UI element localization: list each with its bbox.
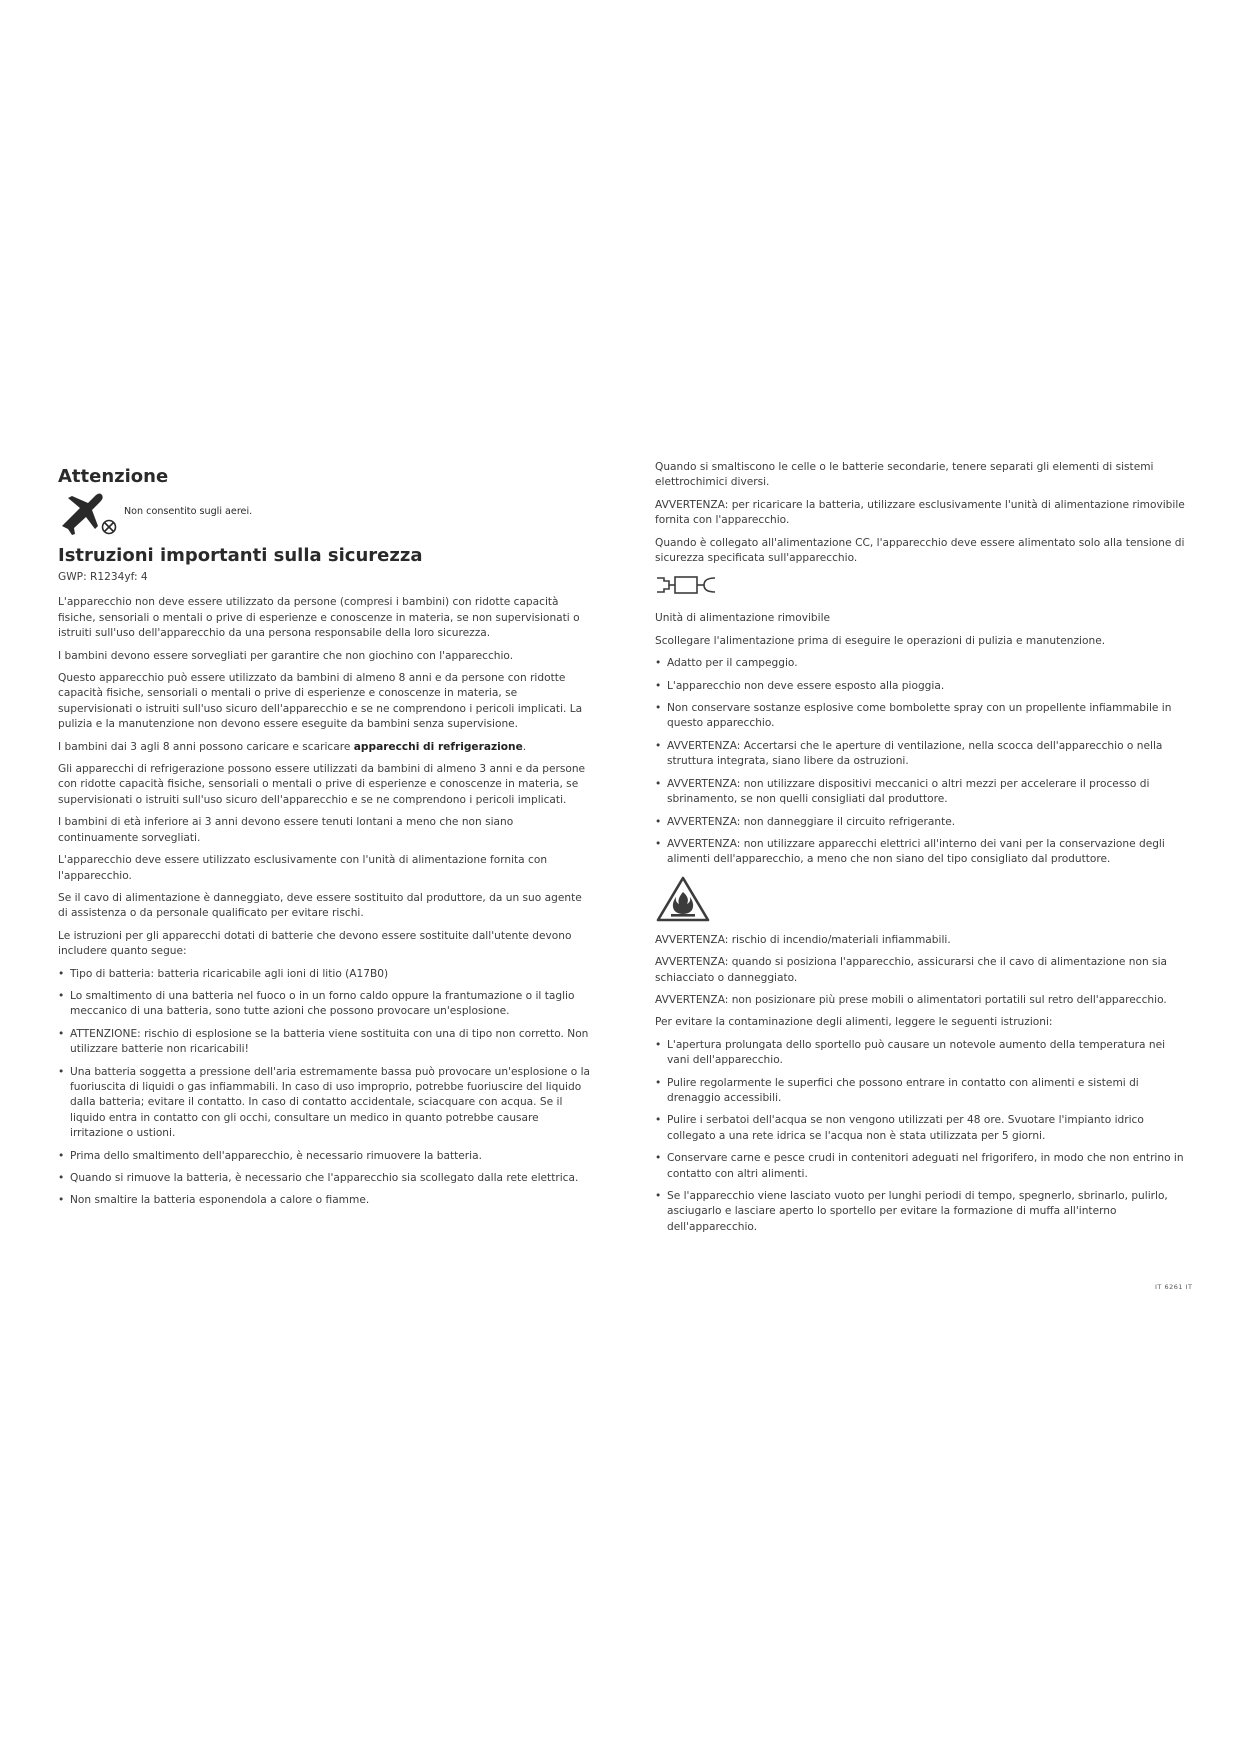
paragraph: Se il cavo di alimentazione è danneggiato, deve essere sostituito dal produttore, da un suo agente di assistenza o da personale qualificato per evitare rischi. xyxy=(58,891,582,920)
gwp-text: GWP: R1234yf: 4 xyxy=(58,571,148,583)
paragraph: I bambini di età inferiore ai 3 anni devono essere tenuti lontani a meno che non siano continuamente sorvegliati. xyxy=(58,816,514,844)
paragraph: L'apparecchio deve essere utilizzato esclusivamente con l'unità di alimentazione fornita con l'apparecchio. xyxy=(58,854,548,882)
no-aircraft-notice xyxy=(58,493,591,535)
page-footer: IT 6261 IT xyxy=(1155,1283,1193,1291)
list-item: • Lo smaltimento di una batteria nel fuoco o in un forno caldo oppure la frantumazione o il taglio meccanico di una batteria, sono tutte azioni che possono provocare un'esplosione. xyxy=(58,989,591,1020)
right-column xyxy=(655,460,1185,1242)
list-item: • Non smaltire la batteria esponendola a calore o fiamme. xyxy=(58,1193,591,1208)
paragraph: Quando si smaltiscono le celle o le batterie secondarie, tenere separati gli elementi di sistemi elettrochimici diversi. xyxy=(655,461,1154,489)
no-airplane-icon xyxy=(58,493,118,535)
list-item: • Conservare carne e pesce crudi in contenitori adeguati nel frigorifero, in modo che non entrino in contatto con altri alimenti. xyxy=(655,1151,1185,1182)
paragraph: Per evitare la contaminazione degli alimenti, leggere le seguenti istruzioni: xyxy=(655,1016,1053,1029)
list-item: • AVVERTENZA: non danneggiare il circuito refrigerante. xyxy=(655,815,1185,830)
safety-heading: Istruzioni importanti sulla sicurezza xyxy=(58,545,423,566)
text-run: . xyxy=(522,740,527,753)
paragraph: L'apparecchio non deve essere utilizzato da persone (compresi i bambini) con ridotte capacità fisiche, sensoriali o mentali o prive di esperienze e conoscenze in materia, se non supervisionati o istruiti sull'uso dell'apparecchio da una persona responsabile della loro sicurezza. xyxy=(58,596,580,640)
list-item: • Tipo di batteria: batteria ricaricabile agli ioni di litio (A17B0) xyxy=(58,967,591,982)
paragraph: AVVERTENZA: quando si posiziona l'apparecchio, assicurarsi che il cavo di alimentazione non sia schiacciato o danneggiato. xyxy=(655,956,1168,984)
flammable-warning-icon xyxy=(655,875,1185,927)
attention-heading: Attenzione xyxy=(58,466,169,487)
power-supply-icon xyxy=(655,573,1185,601)
paragraph: Scollegare l'alimentazione prima di eseguire le operazioni di pulizia e manutenzione. xyxy=(655,634,1106,647)
list-item: • Pulire regolarmente le superfici che possono entrare in contatto con alimenti e sistemi di drenaggio accessibili. xyxy=(655,1076,1185,1107)
list-item: • Pulire i serbatoi dell'acqua se non vengono utilizzati per 48 ore. Svuotare l'impianto idrico collegato a una rete idrica se l'acqua non è stata utilizzata per 5 giorni. xyxy=(655,1113,1185,1144)
list-item: • L'apparecchio non deve essere esposto alla pioggia. xyxy=(655,679,1185,694)
list-item: • Adatto per il campeggio. xyxy=(655,656,1185,671)
food-hygiene-list xyxy=(655,1038,1185,1235)
list-item: • Quando si rimuove la batteria, è necessario che l'apparecchio sia scollegato dalla rete elettrica. xyxy=(58,1171,591,1186)
paragraph: Gli apparecchi di refrigerazione possono essere utilizzati da bambini di almeno 3 anni e da persone con ridotte capacità fisiche, sensoriali o mentali o prive di esperienze e conoscenze in materia, se supervisionati o istruiti sull'uso sicuro dell'apparecchio e se ne comprendono i pericoli implicati. xyxy=(58,763,586,806)
list-item: • AVVERTENZA: non utilizzare apparecchi elettrici all'interno dei vani per la conservazione degli alimenti dell'apparecchio, a meno che non siano del tipo consigliato dal produttore. xyxy=(655,837,1185,868)
list-item: • Se l'apparecchio viene lasciato vuoto per lunghi periodi di tempo, spegnerlo, sbrinarlo, pulirlo, asciugarlo e lasciare aperto lo sportello per evitare la formazione di muffa all'interno dell'apparecchio. xyxy=(655,1189,1185,1235)
battery-list xyxy=(58,967,591,1209)
paragraph: Questo apparecchio può essere utilizzato da bambini di almeno 8 anni e da persone con ridotte capacità fisiche, sensoriali o mentali o prive di esperienze e conoscenze in materia, se supervisionati o istruiti sull'uso sicuro dell'apparecchio e se ne comprendono i pericoli implicati. La pulizia e la manutenzione non devono essere eseguite da bambini senza supervisione. xyxy=(58,672,583,731)
no-aircraft-caption: Non consentito sugli aerei. xyxy=(124,506,253,517)
paragraph: AVVERTENZA: rischio di incendio/materiali infiammabili. xyxy=(655,933,951,946)
paragraph: Quando è collegato all'alimentazione CC, l'apparecchio deve essere alimentato solo alla tensione di sicurezza specificata sull'apparecchio. xyxy=(655,536,1185,565)
list-item: • ATTENZIONE: rischio di esplosione se la batteria viene sostituita con una di tipo non corretto. Non utilizzare batterie non ricaricabili! xyxy=(58,1027,591,1058)
paragraph-refrigeration xyxy=(58,740,591,755)
paragraph: AVVERTENZA: per ricaricare la batteria, utilizzare esclusivamente l'unità di alimentazione rimovibile fornita con l'apparecchio. xyxy=(655,498,1185,527)
left-column xyxy=(58,460,591,1216)
list-item: • AVVERTENZA: non utilizzare dispositivi meccanici o altri mezzi per accelerare il processo di sbrinamento, se non quelli consigliati dal produttore. xyxy=(655,777,1185,808)
list-item: • AVVERTENZA: Accertarsi che le aperture di ventilazione, nella scocca dell'apparecchio o nella struttura integrata, siano libere da ostruzioni. xyxy=(655,739,1185,770)
usage-list xyxy=(655,656,1185,867)
paragraph: Le istruzioni per gli apparecchi dotati di batterie che devono essere sostituite dall'utente devono includere quanto segue: xyxy=(58,929,572,958)
list-item: • Prima dello smaltimento dell'apparecchio, è necessario rimuovere la batteria. xyxy=(58,1149,591,1164)
list-item: • Una batteria soggetta a pressione dell'aria estremamente bassa può provocare un'esplosione o la fuoriuscita di liquidi o gas infiammabili. In caso di uso improprio, potrebbe fuoriuscire del liquido dalla batteria; evitare il contatto. In caso di contatto accidentale, sciacquare con acqua. Se il liquido entra in contatto con gli occhi, consultare un medico in quanto potrebbe causare irritazione o ustioni. xyxy=(58,1065,591,1142)
power-unit-label: Unità di alimentazione rimovibile xyxy=(655,612,831,625)
list-item: • L'apertura prolungata dello sportello può causare un notevole aumento della temperatura nei vani dell'apparecchio. xyxy=(655,1038,1185,1069)
list-item: • Non conservare sostanze esplosive come bombolette spray con un propellente infiammabile in questo apparecchio. xyxy=(655,701,1185,732)
paragraph: I bambini devono essere sorvegliati per garantire che non giochino con l'apparecchio. xyxy=(58,649,514,662)
paragraph: AVVERTENZA: non posizionare più prese mobili o alimentatori portatili sul retro dell'apparecchio. xyxy=(655,993,1167,1006)
text-run: I bambini dai 3 agli 8 anni possono caricare e scaricare xyxy=(58,740,354,753)
bold-text: apparecchi di refrigerazione xyxy=(353,740,523,753)
